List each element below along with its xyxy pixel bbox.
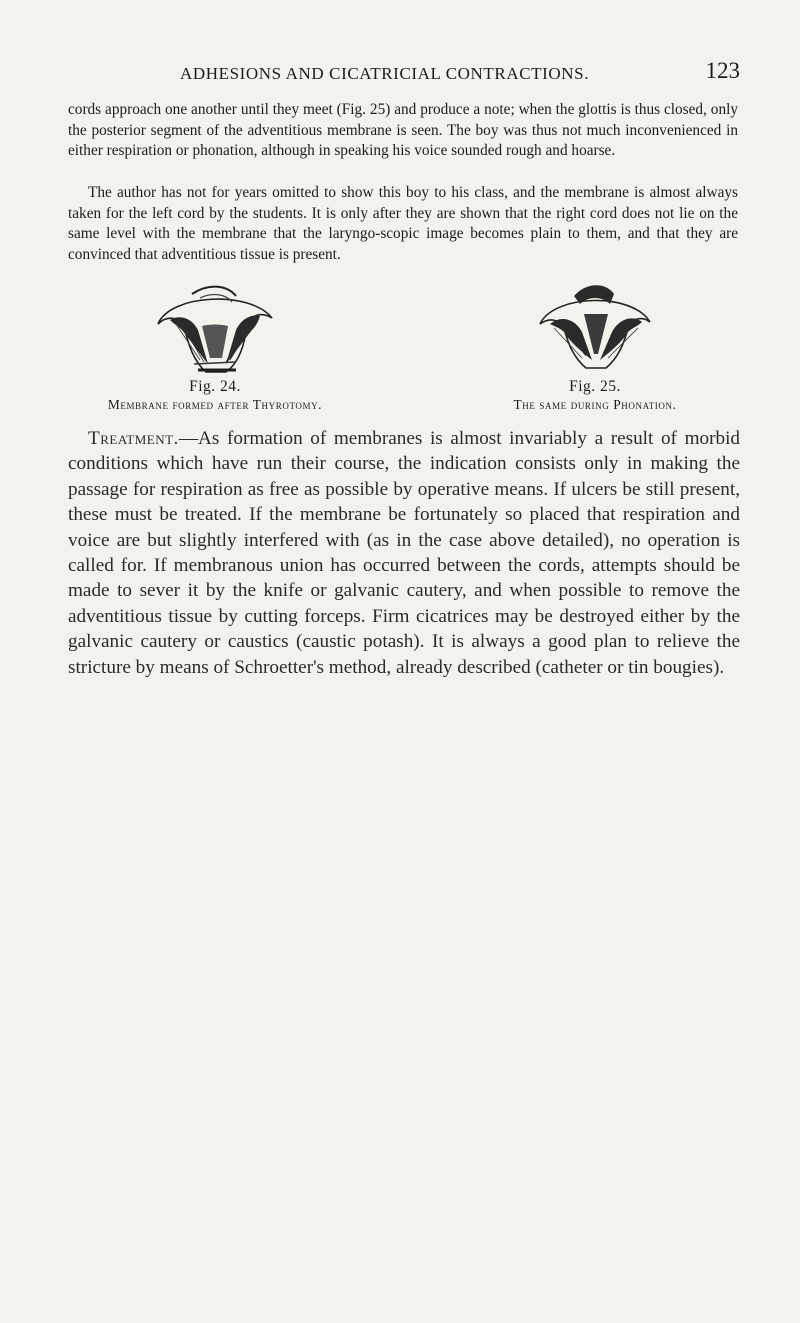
treatment-body: —As formation of membranes is almost invariably a result of morbid conditions which have run their course, the indication consists only in making the passage for respiration as free as possible by operative means. If ulcers be still present, these must be treated. If the membrane be fortunately so placed that respiration and voice are but slightly interfered with (as in the case above detailed), no operation is called for. If membranous union has occurred between the cords, attempts should be made to sever it by the knife or galvanic cautery, and when possible to remove the adventitious tissue by cutting forceps. Firm cicatrices may be destroyed either by the galvanic cautery or caustics (caustic potash). It is always a good plan to relieve the stricture by means of Schroetter's method, already described (catheter or tin bougies). bbox=[68, 428, 740, 678]
treatment-paragraph bbox=[68, 426, 740, 680]
figures-row bbox=[0, 284, 800, 412]
figure-25-caption: The same during Phonation. bbox=[513, 397, 677, 412]
larynx-illustration-fig-24 bbox=[140, 284, 290, 374]
figure-24-caption: Membrane formed after Thyrotomy. bbox=[107, 397, 323, 412]
figure-24 bbox=[70, 284, 360, 414]
page-header bbox=[160, 58, 740, 86]
paragraph-1: cords approach one another until they meet (Fig. 25) and produce a note; when the glottis is thus closed, only the posterior segment of the adventitious membrane is seen. The boy was thus not much inconvenienced in either respiration or phonation, although in speaking his voice sounded rough and hoarse. bbox=[68, 101, 738, 160]
larynx-illustration-fig-25 bbox=[520, 284, 670, 374]
figure-25-number: Fig. 25. bbox=[569, 378, 621, 395]
figure-24-number: Fig. 24. bbox=[189, 378, 241, 395]
figure-25 bbox=[440, 284, 750, 414]
paragraph-2: The author has not for years omitted to show this boy to his class, and the membrane is almost always taken for the left cord by the students. It is only after they are shown that the right cord does not lie on the same level with the membrane that the laryngo-scopic image becomes plain to them, and that they are convinced that adventitious tissue is present. bbox=[68, 184, 738, 263]
treatment-heading: Treatment. bbox=[88, 428, 179, 449]
page-number: 123 bbox=[705, 58, 740, 83]
running-head: ADHESIONS AND CICATRICIAL CONTRACTIONS. bbox=[180, 64, 590, 83]
